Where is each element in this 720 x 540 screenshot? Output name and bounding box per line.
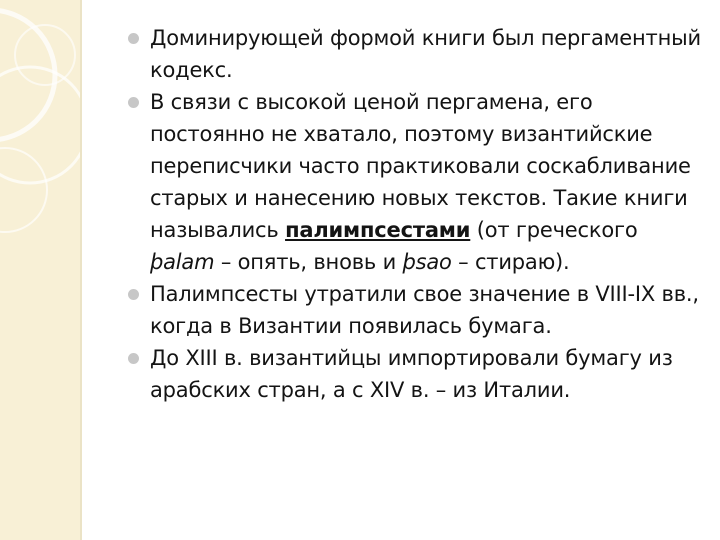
bullet-text-mid: – опять, вновь и — [214, 250, 403, 274]
bullet-text: Доминирующей формой книги был пергаментный кодекс. — [150, 26, 701, 82]
greek-word-psao: þsao — [402, 250, 452, 274]
bullet-item-paper-byzantium — [128, 278, 703, 342]
decorative-circles — [0, 0, 80, 540]
bullet-dot-icon — [128, 97, 139, 108]
bullet-text: Палимпсесты утратили свое значение в VIII-IX вв., когда в Византии появилась бумага. — [150, 282, 699, 338]
side-strip-border — [80, 0, 82, 540]
bullet-text-before: В связи с высокой ценой пергамена, его постоянно не хватало, поэтому византийские переписчики часто практиковали соскабливание старых и нанесению новых текстов. Такие книги назывались — [150, 90, 691, 242]
bullet-item-palimpsest — [128, 86, 703, 278]
bullet-dot-icon — [128, 33, 139, 44]
bullet-text-mid: (от греческого — [470, 218, 638, 242]
bullet-list — [128, 22, 703, 406]
term-palimpsest: палимпсестами — [285, 218, 471, 242]
bullet-item-paper-import — [128, 342, 703, 406]
bullet-item-dominant-form — [128, 22, 703, 86]
bullet-dot-icon — [128, 353, 139, 364]
greek-word-palam: þalam — [150, 250, 215, 274]
bullet-dot-icon — [128, 289, 139, 300]
decorative-side-strip — [0, 0, 80, 540]
bullet-text-after: – стираю). — [451, 250, 570, 274]
bullet-text: До XIII в. византийцы импортировали бумагу из арабских стран, а с XIV в. – из Италии. — [150, 346, 673, 402]
